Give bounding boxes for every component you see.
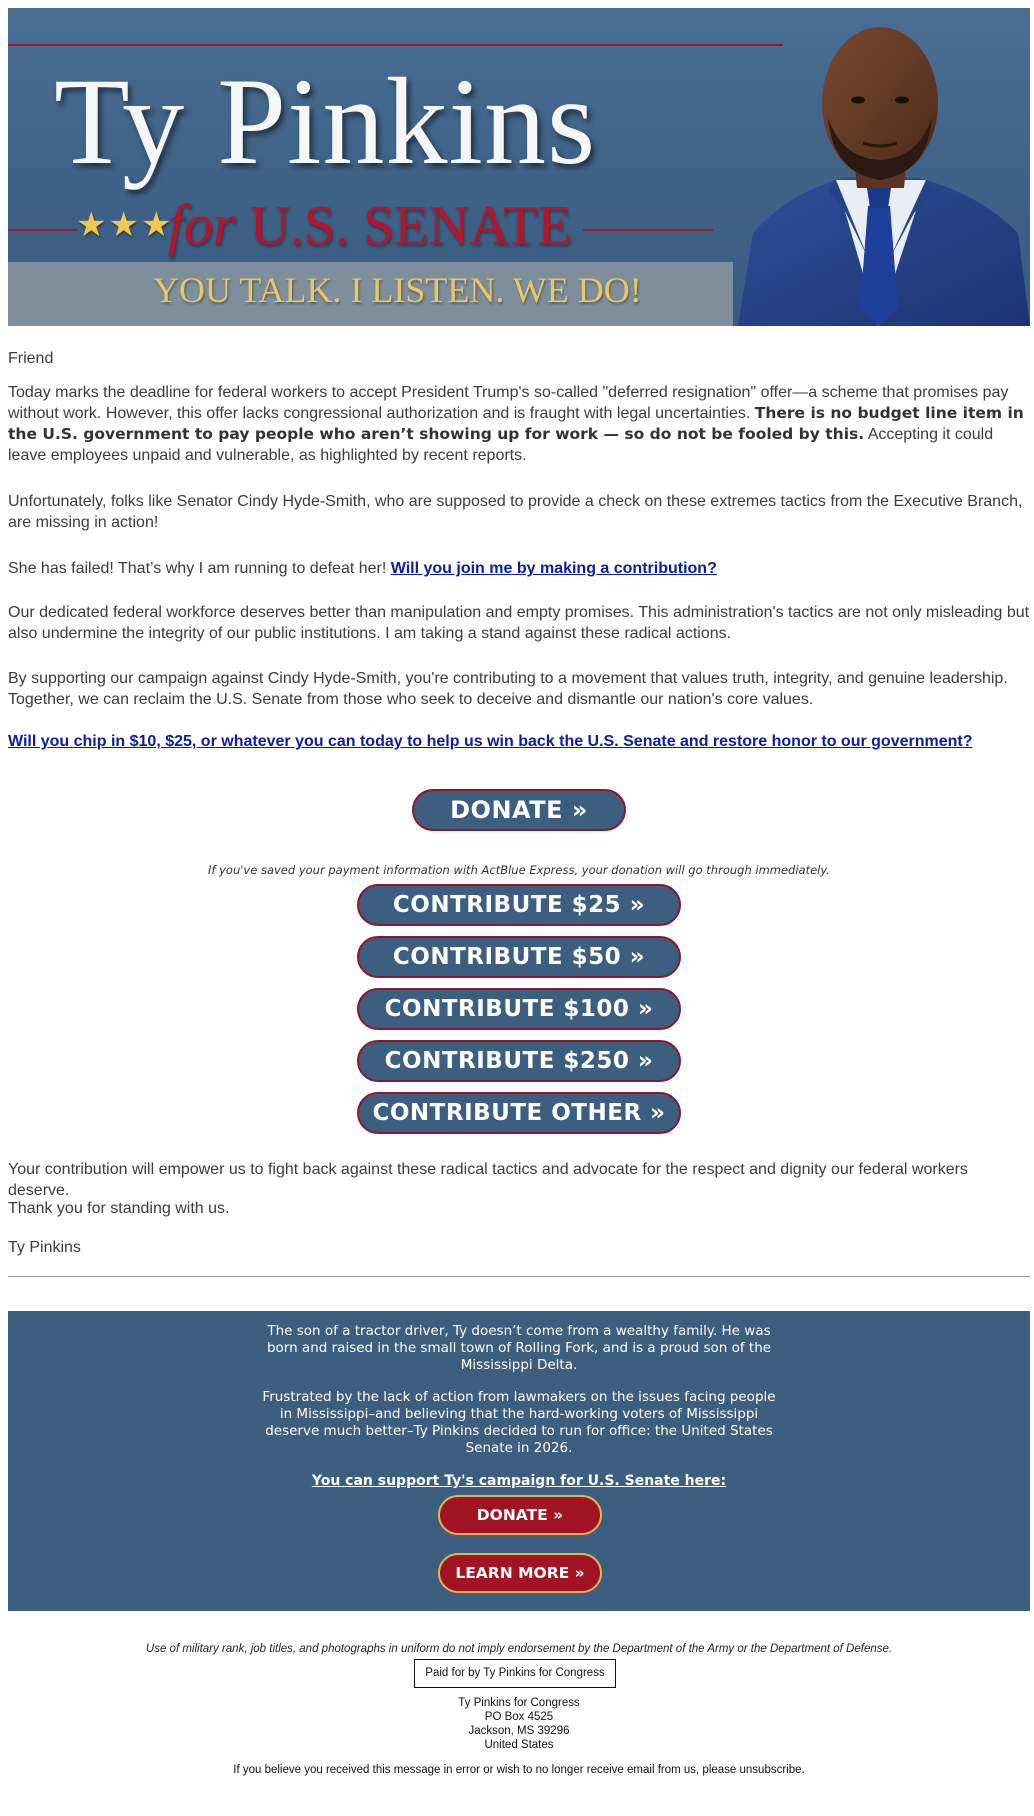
- address-line-3: Jackson, MS 39296: [468, 1725, 570, 1737]
- contribute-250-button[interactable]: CONTRIBUTE $250 »: [357, 1040, 681, 1082]
- banner-tagline: YOU TALK. I LISTEN. WE DO!: [153, 270, 642, 310]
- header-banner: [8, 8, 1030, 326]
- bio-donate-button[interactable]: DONATE »: [438, 1495, 602, 1535]
- greeting: Friend: [8, 350, 54, 367]
- banner-top-rule: [8, 44, 783, 46]
- paragraph-deadline-bold: There is no budget line item in the U.S. government to pay people who aren’t showing up for work — so do not be fooled by this.: [8, 404, 1024, 443]
- join-contribution-link[interactable]: Will you join me by making a contribution?: [390, 560, 717, 577]
- donate-button[interactable]: DONATE »: [412, 789, 626, 831]
- contribute-50-button[interactable]: CONTRIBUTE $50 »: [357, 936, 681, 978]
- actblue-express-note: If you've saved your payment information with ActBlue Express, your donation will go through immediately.: [208, 863, 830, 877]
- banner-last-name: Pinkins: [217, 53, 597, 190]
- paragraph-empower: Your contribution will empower us to fight back against these radical tactics and advocate for the respect and dignity our federal workers deserve.: [8, 1161, 968, 1199]
- divider: [8, 1276, 1030, 1277]
- paragraph-deadline-end: Accepting it could leave employees unpaid and vulnerable, as highlighted by recent reports.: [8, 426, 994, 464]
- contribute-100-button[interactable]: CONTRIBUTE $100 »: [357, 988, 681, 1030]
- paragraph-deadline-text: Today marks the deadline for federal workers to accept President Trump's so-called "deferred resignation" offer—a scheme that promises pay without work. However, this offer lacks congressional authorization and is fraught with legal uncertainties.: [8, 384, 1009, 422]
- unsubscribe-text[interactable]: If you believe you received this message in error or wish to no longer receive email from us, please unsubscribe.: [233, 1764, 805, 1776]
- candidate-portrait: [728, 8, 1030, 326]
- bio-paragraph-2: Frustrated by the lack of action from lawmakers on the issues facing people in Mississippi–and believing that the hard-working voters of Mississippi deserve much better–Ty Pinkins decided to run for office: the United States Senate in 2026.: [262, 1389, 776, 1456]
- paragraph-senator: Unfortunately, folks like Senator Cindy Hyde-Smith, who are supposed to provide a check on these extremes tactics from the Executive Branch, are missing in action!: [8, 493, 1023, 531]
- banner-office: [168, 192, 572, 257]
- contribute-other-button[interactable]: CONTRIBUTE OTHER »: [357, 1092, 681, 1134]
- stars-icon: ★★★: [76, 206, 174, 244]
- address-line-2: PO Box 4525: [484, 1711, 554, 1723]
- paragraph-thanks: Thank you for standing with us.: [8, 1200, 230, 1217]
- banner-office-for: for: [168, 192, 236, 257]
- learn-more-button[interactable]: LEARN MORE »: [438, 1553, 602, 1593]
- paragraph-failed: [8, 558, 1030, 579]
- contribute-25-button[interactable]: CONTRIBUTE $25 »: [357, 884, 681, 926]
- banner-candidate-name: [54, 53, 597, 190]
- paid-by-box: Paid for by Ty Pinkins for Congress: [414, 1659, 616, 1688]
- paragraph-deadline: [8, 382, 1030, 466]
- address-line-1: Ty Pinkins for Congress: [458, 1697, 580, 1709]
- paragraph-failed-text: She has failed! That’s why I am running to defeat her!: [8, 560, 391, 577]
- paragraph-workforce: Our dedicated federal workforce deserves better than manipulation and empty promises. This administration's tactics are not only misleading but also undermine the integrity of our public institutions. I am taking a stand against these radical actions.: [8, 604, 1030, 642]
- chip-in-link[interactable]: Will you chip in $10, $25, or whatever you can today to help us win back the U.S. Senate and restore honor to our government?: [8, 733, 973, 750]
- banner-rule-left: [8, 229, 78, 231]
- banner-first-name: Ty: [54, 53, 186, 190]
- bio-paragraph-1: The son of a tractor driver, Ty doesn’t come from a wealthy family. He was born and raised in the small town of Rolling Fork, and is a proud son of the Mississippi Delta.: [266, 1323, 772, 1373]
- banner-rule-right: [583, 229, 713, 231]
- address-line-4: United States: [484, 1739, 554, 1751]
- paragraph-supporting: By supporting our campaign against Cindy Hyde-Smith, you're contributing to a movement that values truth, integrity, and genuine leadership. Together, we can reclaim the U.S. Senate from those who seek to deceive and dismantle our nation's core values.: [8, 670, 1008, 708]
- support-campaign-link[interactable]: You can support Ty's campaign for U.S. Senate here:: [311, 1473, 727, 1489]
- signature: Ty Pinkins: [8, 1239, 81, 1256]
- bio-box: [8, 1311, 1030, 1611]
- military-disclaimer: Use of military rank, job titles, and photographs in uniform do not imply endorsement by the Department of the Army or the Department of Defense.: [145, 1643, 893, 1655]
- banner-office-text: U.S. SENATE: [249, 195, 572, 257]
- paragraph-chip-in: [8, 731, 1030, 752]
